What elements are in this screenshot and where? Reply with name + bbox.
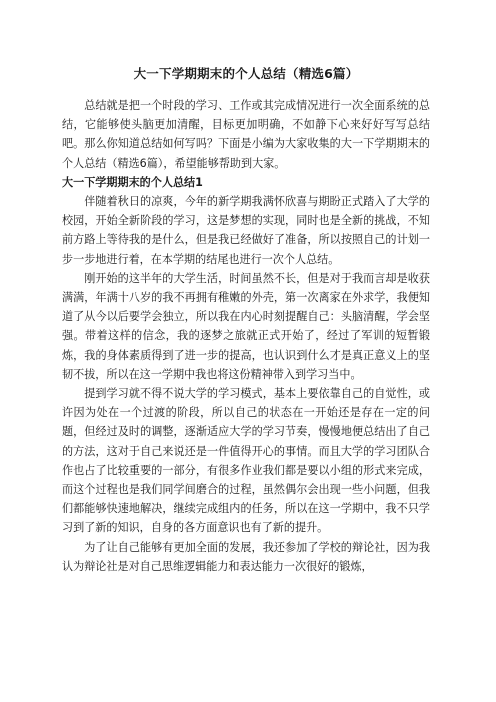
body-paragraph-1: 伴随着秋日的凉爽，今年的新学期我满怀欣喜与期盼正式踏入了大学的校园，开始全新阶段的学习，这是梦想的实现，同时也是全新的挑战，不知前方路上等待我的是什么，但是我已经做好了准备，所以按照自己的计划一步一步地进行着，在本学期的结尾也进行一次个人总结。 xyxy=(62,195,430,266)
document-title: 大一下学期期末的个人总结（精选6篇） xyxy=(133,66,359,81)
body-paragraph-4: 为了让自己能够有更加全面的发展，我还参加了学校的辩论社，因为我认为辩论社是对自己思维逻辑能力和表达能力一次很好的锻炼， xyxy=(62,540,430,573)
intro-paragraph: 总结就是把一个时段的学习、工作或其完成情况进行一次全面系统的总结，它能够使头脑更加清醒，目标更加明确，不如静下心来好好写写总结吧。那么你知道总结如何写吗？下面是小编为大家收集的大一下学期期末的个人总结（精选6篇），希望能够帮助到大家。 xyxy=(62,99,430,170)
body-paragraph-2: 刚开始的这半年的大学生活，时间虽然不长，但是对于我而言却是收获满满，年满十八岁的我不再拥有稚嫩的外壳，第一次离家在外求学，我便知道了从今以后要学会独立，所以我在内心时刻提醒自己：头脑清醒，学会坚强。带着这样的信念，我的逐梦之旅就正式开始了，经过了军训的短暂锻炼，我的身体素质得到了进一步的提高，也认识到什么才是真正意义上的坚韧不拔，所以在这一学期中我也将这份精神带入到学习当中。 xyxy=(62,271,430,381)
body-paragraph-3: 提到学习就不得不说大学的学习模式，基本上要依靠自己的自觉性，或许因为处在一个过渡的阶段，所以自己的状态在一开始还是存在一定的问题，但经过及时的调整，逐渐适应大学的学习节奏，慢慢地便总结出了自己的方法，这对于自己来说还是一件值得开心的事情。而且大学的学习团队合作也占了比较重要的一部分，有很多作业我们都是要以小组的形式来完成，而这个过程也是我们同学间磨合的过程，虽然偶尔会出现一些小问题，但我们都能够快速地解决，继续完成组内的任务，所以在这一学期中，我不只学习到了新的知识，自身的各方面意识也有了新的提升。 xyxy=(62,387,430,535)
section-heading: 大一下学期期末的个人总结1 xyxy=(62,175,203,189)
